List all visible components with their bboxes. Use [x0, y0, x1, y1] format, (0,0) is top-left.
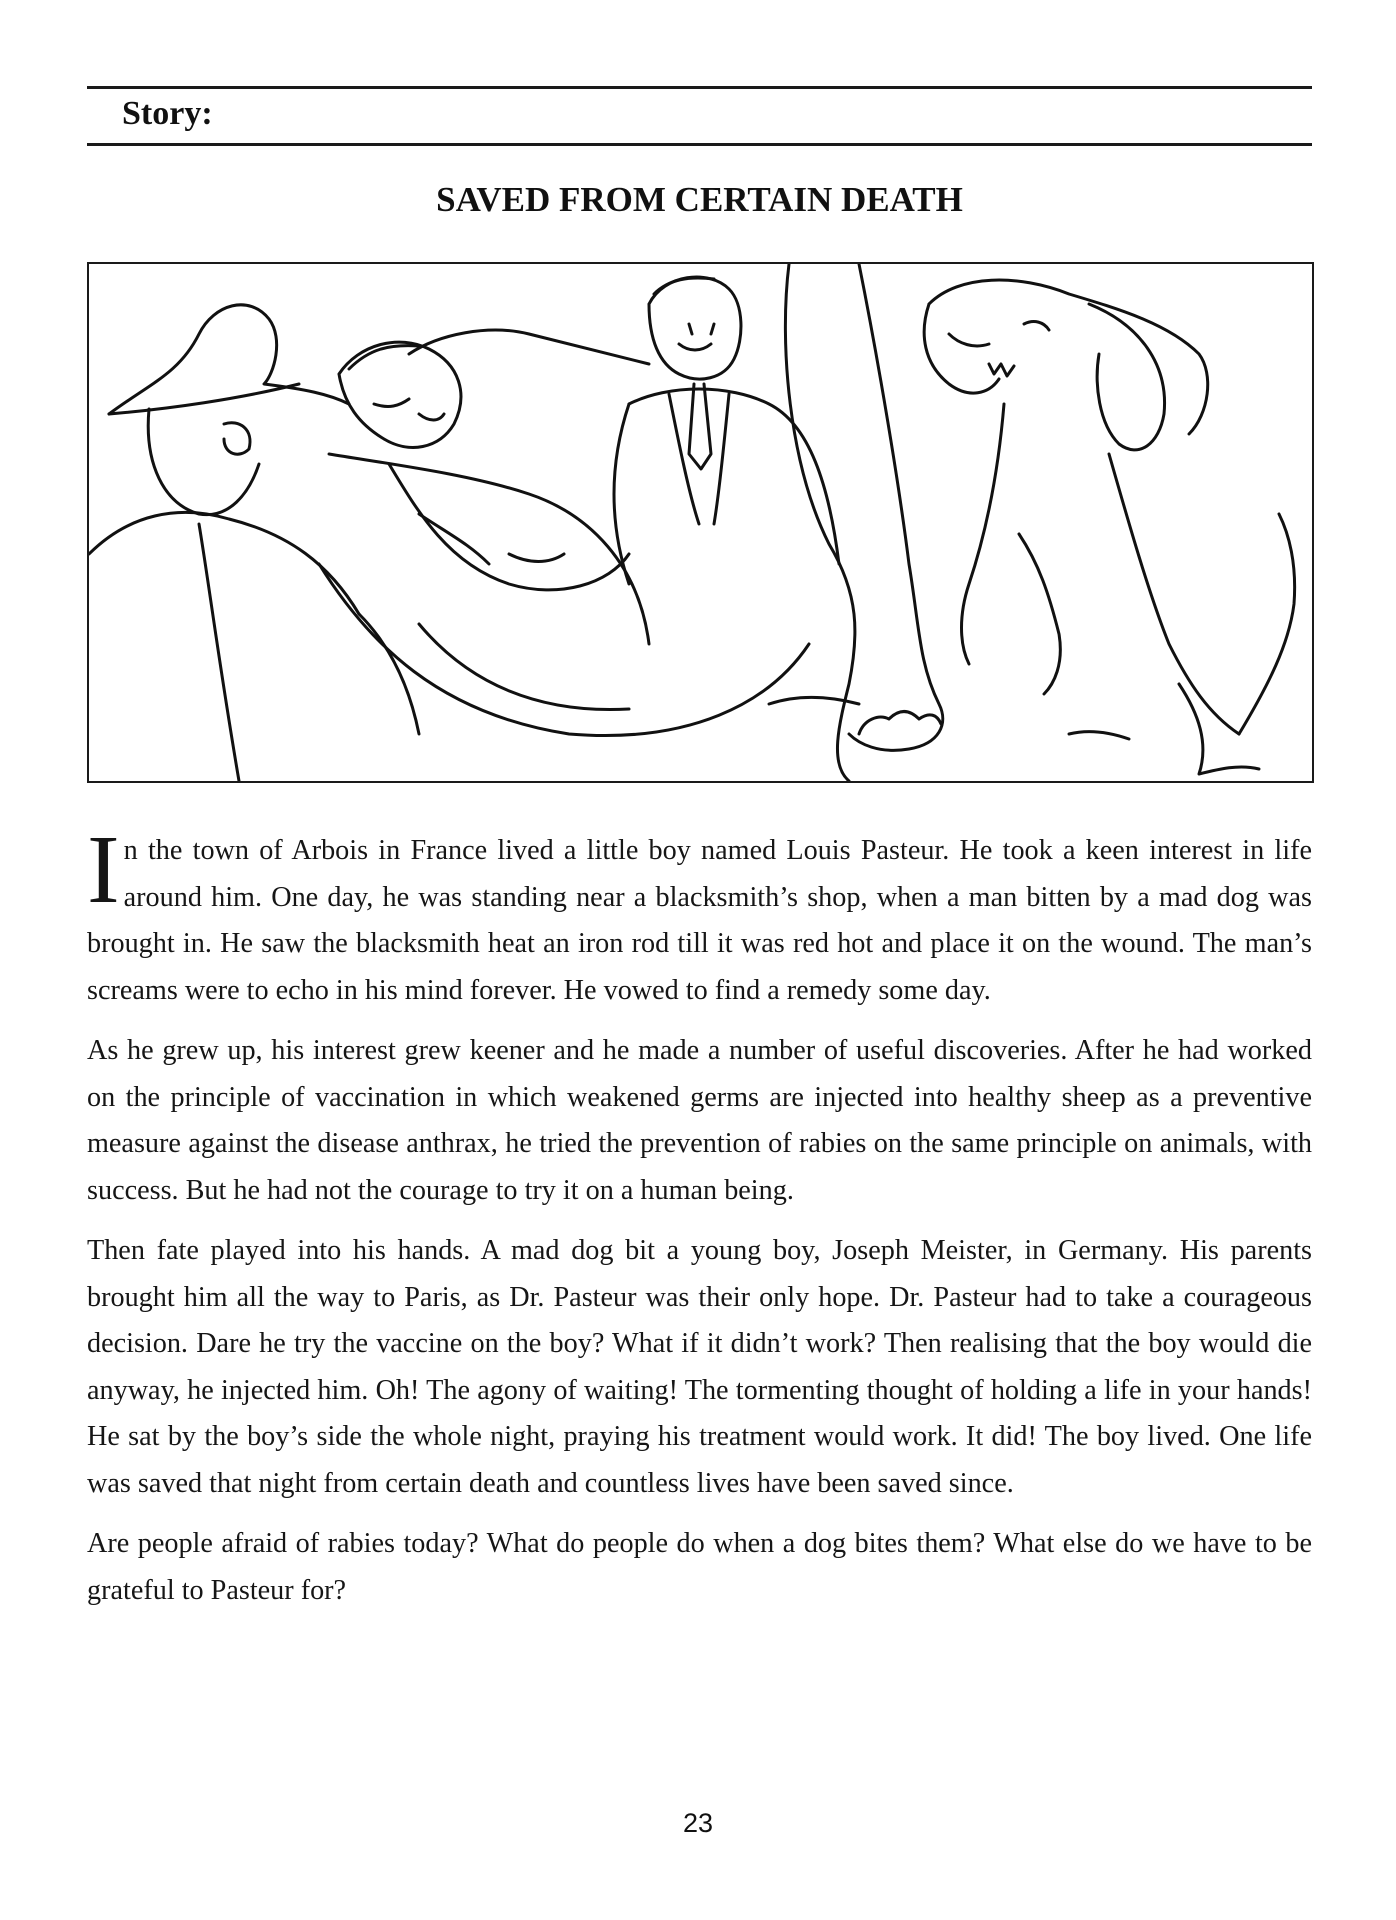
paragraph-text: n the town of Arbois in France lived a little boy named Louis Pasteur. He took a keen interest in life around him. One day, he was standing near a blacksmith’s shop, when a man bitten by a mad dog was brought in. He saw the blacksmith heat an iron rod till it was red hot and place it on the wound. The man’s screams were to echo in his mind forever. He vowed to find a remedy some day.	[87, 835, 1312, 1006]
story-title: SAVED FROM CERTAIN DEATH	[436, 180, 963, 219]
ground-lines	[769, 697, 1129, 739]
header-bottom-rule	[87, 143, 1312, 146]
top-rule	[87, 86, 1312, 89]
story-illustration	[87, 262, 1314, 783]
story-paragraph-2: As he grew up, his interest grew keener and he made a number of useful discoveries. After he had worked on the principle of vaccination in which weakened germs are injected into healthy sheep as a preventive measure against the disease anthrax, he tried the prevention of rabies on the same principle on animals, with success. But he had not the courage to try it on a human being.	[87, 1035, 1312, 1206]
story-body	[87, 816, 1312, 1628]
mad-dog-figure	[924, 280, 1294, 774]
boy-in-bed-figure	[319, 342, 809, 735]
standing-man-figure	[614, 277, 839, 584]
bare-leg-figure	[785, 264, 942, 781]
drop-cap-letter: I	[87, 816, 120, 924]
story-paragraph-3: Then fate played into his hands. A mad dog bit a young boy, Joseph Meister, in Germany. His parents brought him all the way to Paris, as Dr. Pasteur was their only hope. Dr. Pasteur had to take a courageous decision. Dare he try the vaccine on the boy? What if it didn’t work? Then realising that the boy would die anyway, he injected him. Oh! The agony of waiting! The tormenting thought of holding a life in your hands! He sat by the boy’s side the whole night, praying his treatment would work. It did! The boy lived. One life was saved that night from certain death and countless lives have been saved since.	[87, 1235, 1312, 1499]
doctor-with-hat-figure	[89, 305, 419, 781]
story-paragraph-1	[87, 816, 1312, 1014]
page-number: 23	[682, 1808, 714, 1838]
story-paragraph-4: Are people afraid of rabies today? What do people do when a dog bites them? What else do we have to be grateful to Pasteur for?	[87, 1528, 1312, 1606]
line-drawing	[89, 264, 1312, 781]
section-label: Story:	[122, 95, 213, 132]
